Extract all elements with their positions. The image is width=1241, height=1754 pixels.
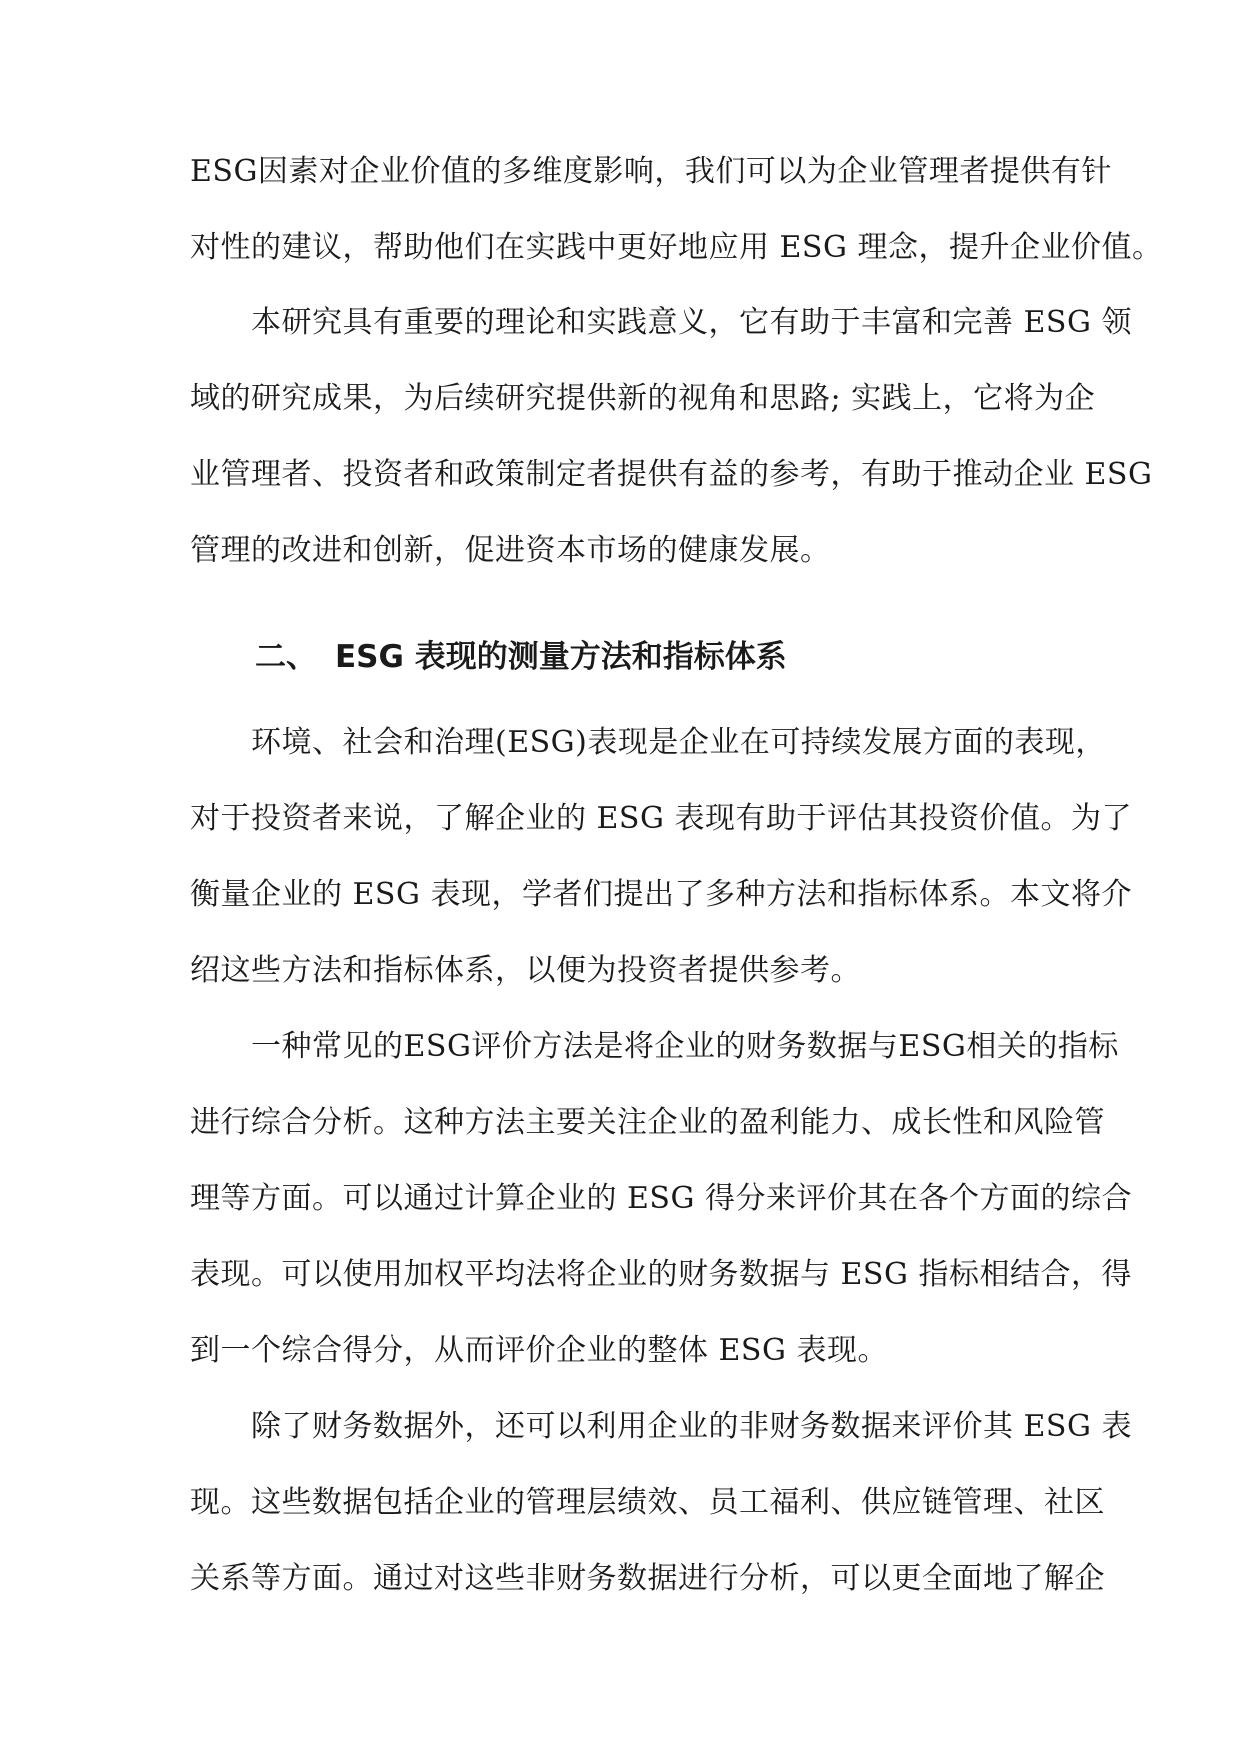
- section-heading: [255, 637, 1055, 677]
- text-line: 衡量企业的 ESG 表现，学者们提出了多种方法和指标体系。本文将介: [190, 877, 1132, 912]
- text-line: 对于投资者来说，了解企业的 ESG 表现有助于评估其投资价值。为了: [190, 801, 1132, 836]
- text-line: 关系等方面。通过对这些非财务数据进行分析，可以更全面地了解企: [190, 1561, 1105, 1596]
- text-line: 现。这些数据包括企业的管理层绩效、员工福利、供应链管理、社区: [190, 1485, 1105, 1520]
- text-line: 管理的改进和创新，促进资本市场的健康发展。: [190, 533, 831, 568]
- text-line: 业管理者、投资者和政策制定者提供有益的参考，有助于推动企业 ESG: [190, 457, 1153, 492]
- text-line: 一种常见的ESG评价方法是将企业的财务数据与ESG相关的指标: [190, 1029, 1119, 1064]
- text-line: 到一个综合得分，从而评价企业的整体 ESG 表现。: [190, 1333, 888, 1368]
- text-line: 域的研究成果，为后续研究提供新的视角和思路; 实践上，它将为企: [190, 381, 1096, 416]
- text-line: 环境、社会和治理(ESG)表现是企业在可持续发展方面的表现，: [190, 725, 1106, 760]
- text-line: 绍这些方法和指标体系，以便为投资者提供参考。: [190, 953, 861, 988]
- text-line: 表现。可以使用加权平均法将企业的财务数据与 ESG 指标相结合，得: [190, 1257, 1132, 1292]
- text-line: 理等方面。可以通过计算企业的 ESG 得分来评价其在各个方面的综合: [190, 1181, 1132, 1216]
- section-number: 二、: [255, 639, 317, 675]
- text-line: 除了财务数据外，还可以利用企业的非财务数据来评价其 ESG 表: [190, 1409, 1132, 1444]
- text-line: 进行综合分析。这种方法主要关注企业的盈利能力、成长性和风险管: [190, 1105, 1105, 1140]
- text-line: 本研究具有重要的理论和实践意义，它有助于丰富和完善 ESG 领: [190, 305, 1132, 340]
- text-line: ESG因素对企业价值的多维度影响，我们可以为企业管理者提供有针: [190, 154, 1112, 189]
- section-title: ESG 表现的测量方法和指标体系: [335, 639, 787, 675]
- text-line: 对性的建议，帮助他们在实践中更好地应用 ESG 理念，提升企业价值。: [190, 230, 1163, 265]
